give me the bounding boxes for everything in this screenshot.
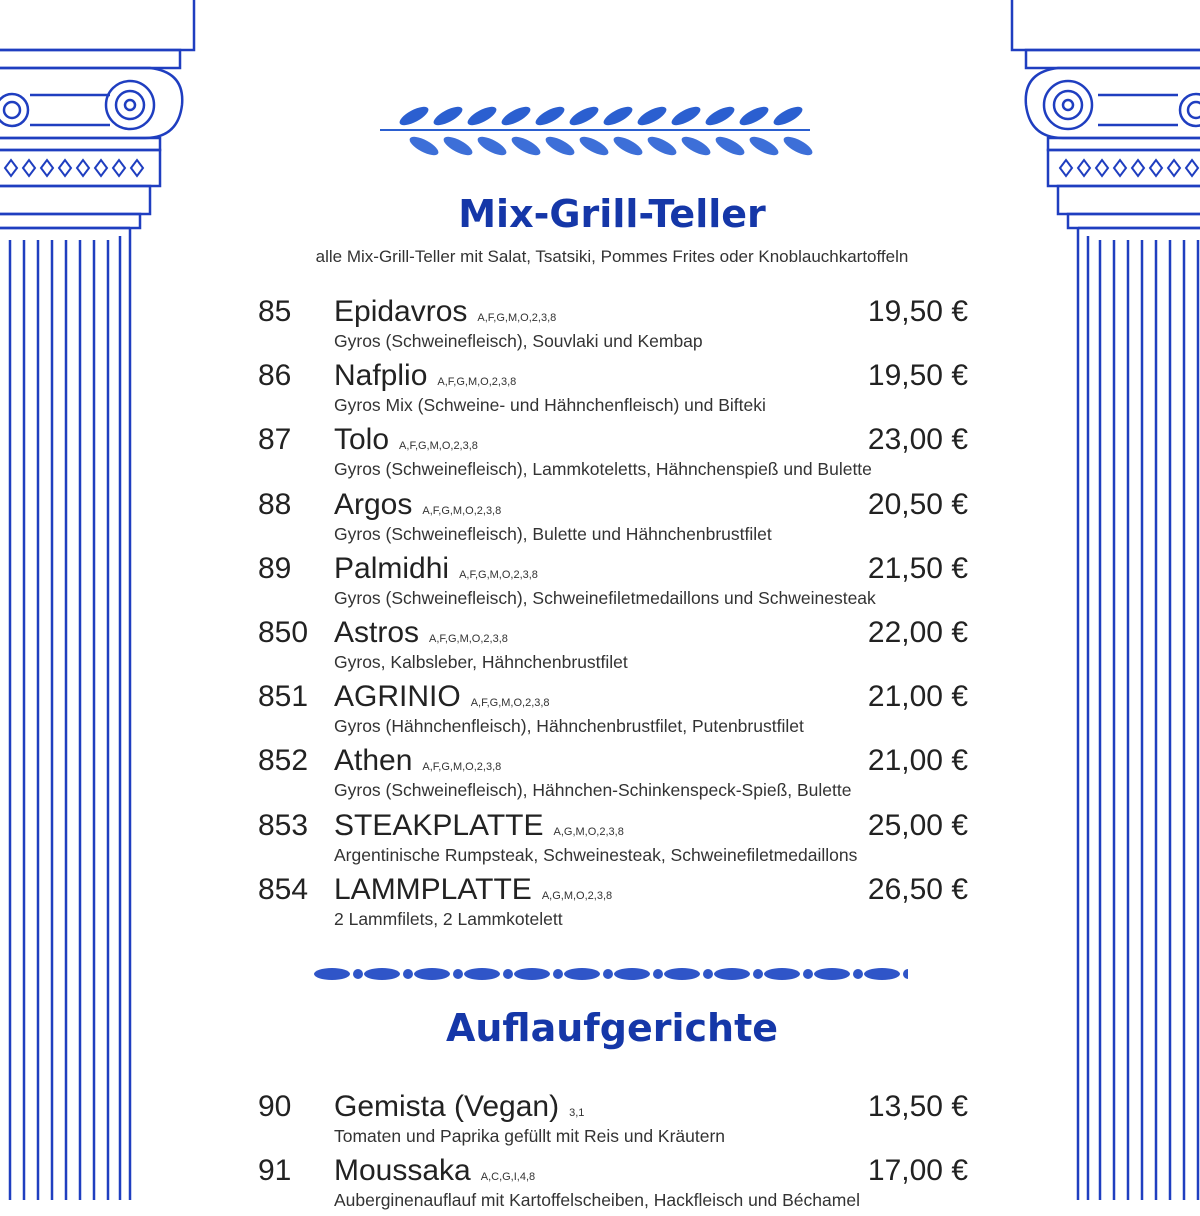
divider-dot [753,969,763,979]
leaf [407,133,441,159]
leaf [703,103,737,129]
item-number: 86 [258,359,292,393]
item-name [334,423,478,457]
divider-petal [714,968,750,980]
item-description: 2 Lammfilets, 2 Lammkotelett [334,908,563,929]
allergen-codes: A,F,G,M,O,2,3,8 [459,568,538,581]
menu-item [258,423,970,485]
leaf [533,103,567,129]
divider-petal [864,968,900,980]
divider-dot [653,969,663,979]
item-name [334,295,556,329]
leaf [635,103,669,129]
item-name [334,359,516,393]
item-price: 25,00 € [867,808,968,842]
allergen-codes: A,F,G,M,O,2,3,8 [477,312,557,324]
leaf [713,133,747,159]
divider-petal [614,968,650,980]
menu-item [258,744,970,806]
leaf [543,133,577,159]
menu-item [258,295,970,357]
item-name-text: Moussaka [334,1154,471,1188]
item-price: 19,50 € [867,359,968,393]
item-number: 853 [258,808,309,842]
item-price: 22,00 € [867,616,968,649]
left-column-icon [0,0,200,1200]
item-number: 854 [258,872,309,906]
item-price: 21,50 € [867,551,968,585]
leaf [679,133,713,159]
allergen-codes: A,C,G,I,4,8 [480,1171,536,1184]
item-price: 26,50 € [867,872,968,906]
item-name-text: AGRINIO [334,680,461,714]
divider-dot [453,969,463,979]
item-number: 90 [258,1090,292,1123]
divider-dot [803,969,813,979]
divider-petal [414,968,450,980]
item-number: 852 [258,744,309,778]
menu-item [258,873,970,935]
item-name-text: Athen [334,744,413,778]
menu-item [258,359,970,421]
section-subtitle: alle Mix-Grill-Teller mit Salat, Tsatsiki, Pommes Frites oder Knoblauchkartoffeln [315,247,909,266]
leaf [397,103,431,129]
item-number: 850 [258,616,309,649]
divider-petal [464,968,500,980]
item-name [334,552,538,586]
divider-dot [553,969,563,979]
item-name-text: Astros [334,616,420,649]
item-price: 21,00 € [867,680,968,714]
leaf [645,133,679,159]
item-description: Gyros (Hähnchenfleisch), Hähnchenbrustfilet, Putenbrustfilet [334,716,804,737]
item-name-text: Argos [334,487,413,521]
menu-item [258,1090,970,1152]
right-column-icon [1008,0,1200,1200]
item-name [334,1090,584,1124]
divider-petal [764,968,800,980]
item-name-text: LAMMPLATTE [334,872,532,906]
menu-item [258,680,970,742]
divider-dot [703,969,713,979]
divider-dot [903,969,908,979]
item-number: 87 [258,423,292,457]
item-number: 91 [258,1154,292,1188]
item-name [334,744,501,778]
section-title-auflauf: Auflaufgerichte [445,1006,779,1050]
item-price: 20,50 € [867,487,968,521]
item-name-text: STEAKPLATTE [334,808,544,842]
item-description: Gyros (Schweinefleisch), Hähnchen-Schinkenspeck-Spieß, Bulette [334,780,852,801]
section-title-mix-grill: Mix-Grill-Teller [458,192,766,236]
item-description: Argentinische Rumpsteak, Schweinesteak, Schweinefiletmedaillons [334,844,858,865]
laurel-branch-icon [380,96,825,168]
item-name [334,680,550,714]
leaf [669,103,703,129]
leaf [611,133,645,159]
leaf [441,133,475,159]
item-name-text: Palmidhi [334,551,450,585]
divider-petal [814,968,850,980]
menu-item [258,1154,970,1216]
allergen-codes: A,F,G,M,O,2,3,8 [429,633,508,645]
item-name [334,873,612,907]
item-name [334,488,501,522]
divider-petal [664,968,700,980]
leaf [747,133,781,159]
item-name [334,1154,535,1188]
item-price: 13,50 € [867,1090,968,1123]
item-name-text: Nafplio [334,359,428,393]
menu-item [258,616,970,678]
item-description: Gyros (Schweinefleisch), Schweinefiletmedaillons und Schweinesteak [334,587,876,608]
menu-item [258,488,970,550]
item-number: 85 [258,295,292,328]
allergen-codes: 3,1 [569,1107,585,1119]
allergen-codes: A,F,G,M,O,2,3,8 [422,504,502,517]
item-price: 17,00 € [867,1154,968,1188]
divider-petal [364,968,400,980]
divider-dot [853,969,863,979]
leaf [499,103,533,129]
item-name [334,616,508,650]
ornamental-divider-icon [308,958,908,990]
divider-petal [514,968,550,980]
leaf [465,103,499,129]
item-price: 21,00 € [867,744,968,778]
item-description: Gyros, Kalbsleber, Hähnchenbrustfilet [334,652,628,672]
allergen-codes: A,G,M,O,2,3,8 [553,825,624,838]
menu-item [258,809,970,871]
item-description: Gyros (Schweinefleisch), Bulette und Hähnchenbrustfilet [334,523,772,544]
item-description: Gyros Mix (Schweine- und Hähnchenfleisch) und Bifteki [334,395,766,416]
item-name-text: Epidavros [334,295,468,328]
divider-dot [603,969,613,979]
item-name-text: Tolo [334,423,390,457]
leaf [737,103,771,129]
item-description: Auberginenauflauf mit Kartoffelscheiben, Hackfleisch und Béchamel [334,1190,860,1211]
item-price: 23,00 € [867,423,968,457]
menu-item [258,552,970,614]
item-description: Tomaten und Paprika gefüllt mit Reis und Kräutern [334,1126,726,1146]
item-description: Gyros (Schweinefleisch), Souvlaki und Kembap [334,331,703,351]
divider-petal [314,968,350,980]
item-description: Gyros (Schweinefleisch), Lammkoteletts, Hähnchenspieß und Bulette [334,459,872,480]
allergen-codes: A,F,G,M,O,2,3,8 [470,697,550,710]
leaf [567,103,601,129]
divider-petal [564,968,600,980]
leaf [601,103,635,129]
leaf [431,103,465,129]
divider-dot [403,969,413,979]
item-name [334,809,624,843]
item-number: 851 [258,680,309,714]
allergen-codes: A,F,G,M,O,2,3,8 [399,440,478,453]
item-number: 88 [258,487,292,521]
allergen-codes: A,F,G,M,O,2,3,8 [422,761,502,774]
item-number: 89 [258,551,292,585]
allergen-codes: A,F,G,M,O,2,3,8 [437,376,517,389]
leaf [509,133,543,159]
leaf [781,133,815,159]
divider-dot [353,969,363,979]
allergen-codes: A,G,M,O,2,3,8 [541,889,613,902]
leaf [577,133,611,159]
leaf [771,103,805,129]
divider-dot [503,969,513,979]
item-price: 19,50 € [867,295,968,328]
leaf [475,133,509,159]
item-name-text: Gemista (Vegan) [334,1090,560,1123]
